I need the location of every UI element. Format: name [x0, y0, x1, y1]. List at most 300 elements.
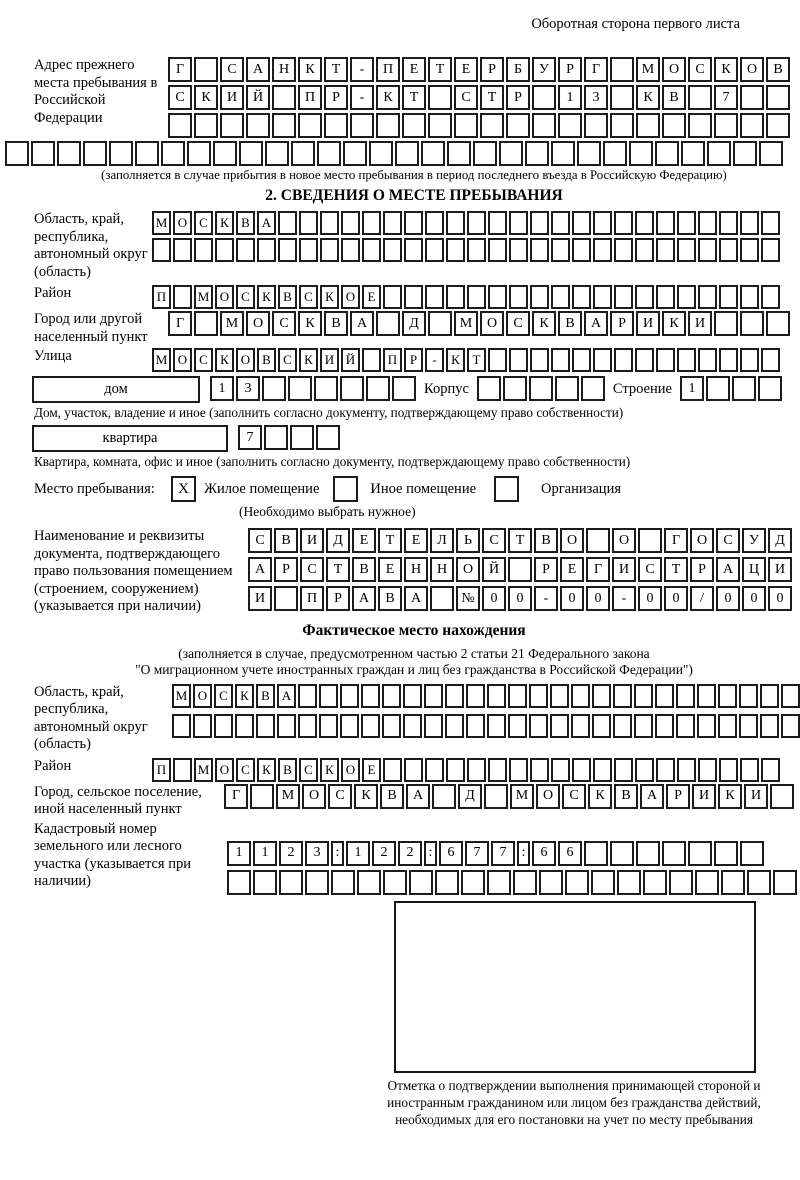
char-cell-filled[interactable]: В — [558, 311, 582, 336]
char-cell-empty[interactable] — [732, 376, 756, 401]
char-cell-filled[interactable]: М — [194, 285, 213, 309]
char-cell-empty[interactable] — [572, 285, 591, 309]
char-cell-filled[interactable]: В — [278, 758, 297, 782]
char-cell-empty[interactable] — [331, 870, 355, 895]
char-cell-empty[interactable] — [593, 211, 612, 235]
char-cell-empty[interactable] — [488, 211, 507, 235]
char-cell-empty[interactable] — [461, 870, 485, 895]
char-cell-empty[interactable] — [324, 113, 348, 138]
char-cell-filled[interactable]: К — [446, 348, 465, 372]
char-cell-filled[interactable]: А — [257, 211, 276, 235]
char-cell-empty[interactable] — [551, 758, 570, 782]
char-cell-empty[interactable] — [291, 141, 315, 166]
char-cell-empty[interactable] — [278, 211, 297, 235]
char-cell-empty[interactable] — [466, 714, 485, 738]
char-cell-empty[interactable] — [424, 714, 443, 738]
char-cell-filled[interactable]: М — [172, 684, 191, 708]
char-cell-empty[interactable] — [635, 285, 654, 309]
char-cell-filled[interactable]: 0 — [508, 586, 532, 611]
char-cell-filled[interactable]: Т — [508, 528, 532, 553]
char-cell-empty[interactable] — [404, 285, 423, 309]
char-cell-filled[interactable]: П — [152, 285, 171, 309]
char-cell-empty[interactable] — [695, 870, 719, 895]
char-cell-empty[interactable] — [740, 113, 764, 138]
char-cell-filled[interactable]: - — [350, 85, 374, 110]
char-cell-filled[interactable]: П — [152, 758, 171, 782]
char-cell-empty[interactable] — [487, 684, 506, 708]
char-cell-empty[interactable] — [593, 285, 612, 309]
char-cell-filled[interactable]: С — [214, 684, 233, 708]
char-cell-filled[interactable]: 7 — [714, 85, 738, 110]
char-cell-filled[interactable]: И — [768, 557, 792, 582]
char-cell-empty[interactable] — [656, 348, 675, 372]
char-cell-filled[interactable]: Т — [378, 528, 402, 553]
char-cell-empty[interactable] — [740, 841, 764, 866]
char-cell-filled[interactable]: В — [278, 285, 297, 309]
char-cell-filled[interactable]: К — [714, 57, 738, 82]
char-cell-empty[interactable] — [760, 684, 779, 708]
char-cell-filled[interactable]: Д — [402, 311, 426, 336]
char-cell-empty[interactable] — [610, 113, 634, 138]
char-cell-empty[interactable] — [509, 238, 528, 262]
char-cell-filled[interactable]: Р — [534, 557, 558, 582]
char-cell-empty[interactable] — [613, 714, 632, 738]
char-cell-empty[interactable] — [274, 586, 298, 611]
char-cell-empty[interactable] — [361, 684, 380, 708]
char-cell-filled[interactable]: О — [536, 784, 560, 809]
char-cell-empty[interactable] — [593, 238, 612, 262]
char-cell-empty[interactable] — [614, 758, 633, 782]
char-cell-empty[interactable] — [698, 348, 717, 372]
char-cell-filled[interactable]: 1 — [680, 376, 704, 401]
char-cell-empty[interactable] — [781, 684, 800, 708]
char-cell-filled[interactable]: С — [168, 85, 192, 110]
char-cell-filled[interactable]: В — [534, 528, 558, 553]
char-cell-filled[interactable]: Т — [428, 57, 452, 82]
char-cell-filled[interactable]: С — [328, 784, 352, 809]
char-cell-empty[interactable] — [530, 285, 549, 309]
char-cell-filled[interactable]: Й — [246, 85, 270, 110]
char-cell-filled[interactable]: И — [220, 85, 244, 110]
char-cell-empty[interactable] — [555, 376, 579, 401]
char-cell-empty[interactable] — [677, 348, 696, 372]
char-cell-empty[interactable] — [571, 684, 590, 708]
char-cell-empty[interactable] — [314, 376, 338, 401]
char-cell-empty[interactable] — [288, 376, 312, 401]
char-cell-filled[interactable]: А — [246, 57, 270, 82]
char-cell-empty[interactable] — [509, 758, 528, 782]
char-cell-empty[interactable] — [194, 238, 213, 262]
char-cell-empty[interactable] — [477, 376, 501, 401]
char-cell-empty[interactable] — [382, 684, 401, 708]
char-cell-empty[interactable] — [316, 425, 340, 450]
char-cell-filled[interactable]: А — [584, 311, 608, 336]
char-cell-empty[interactable] — [614, 211, 633, 235]
char-cell-empty[interactable] — [656, 758, 675, 782]
char-cell-empty[interactable] — [404, 758, 423, 782]
char-cell-filled[interactable]: П — [298, 85, 322, 110]
char-cell-empty[interactable] — [584, 113, 608, 138]
char-cell-empty[interactable] — [425, 211, 444, 235]
char-cell-empty[interactable] — [320, 238, 339, 262]
char-cell-empty[interactable] — [592, 684, 611, 708]
char-cell-filled[interactable]: Г — [224, 784, 248, 809]
char-cell-empty[interactable] — [508, 714, 527, 738]
char-cell-filled[interactable]: К — [215, 211, 234, 235]
char-cell-empty[interactable] — [193, 714, 212, 738]
char-cell-empty[interactable] — [383, 285, 402, 309]
char-cell-empty[interactable] — [697, 714, 716, 738]
char-cell-filled[interactable]: К — [376, 85, 400, 110]
char-cell-filled[interactable]: Р — [506, 85, 530, 110]
char-cell-empty[interactable] — [733, 141, 757, 166]
char-cell-filled[interactable]: Т — [402, 85, 426, 110]
char-cell-empty[interactable] — [428, 85, 452, 110]
char-cell-empty[interactable] — [613, 684, 632, 708]
char-cell-filled[interactable]: К — [235, 684, 254, 708]
char-cell-empty[interactable] — [235, 714, 254, 738]
char-cell-empty[interactable] — [669, 870, 693, 895]
char-cell-filled[interactable]: О — [173, 348, 192, 372]
char-cell-filled[interactable]: К — [662, 311, 686, 336]
char-cell-filled[interactable]: 2 — [398, 841, 422, 866]
char-cell-filled[interactable]: Н — [404, 557, 428, 582]
char-cell-empty[interactable] — [57, 141, 81, 166]
char-cell-empty[interactable] — [467, 285, 486, 309]
checkbox-organizatsiya[interactable] — [494, 476, 519, 502]
char-cell-empty[interactable] — [718, 684, 737, 708]
char-cell-empty[interactable] — [592, 714, 611, 738]
char-cell-empty[interactable] — [257, 238, 276, 262]
char-cell-empty[interactable] — [383, 758, 402, 782]
char-cell-empty[interactable] — [656, 285, 675, 309]
char-cell-filled[interactable]: С — [454, 85, 478, 110]
char-cell-filled[interactable]: Р — [690, 557, 714, 582]
char-cell-filled[interactable]: С — [299, 758, 318, 782]
char-cell-empty[interactable] — [256, 714, 275, 738]
char-cell-filled[interactable]: О — [341, 285, 360, 309]
char-cell-filled[interactable]: Г — [664, 528, 688, 553]
char-cell-filled[interactable]: 0 — [482, 586, 506, 611]
char-cell-empty[interactable] — [341, 238, 360, 262]
char-cell-empty[interactable] — [532, 113, 556, 138]
char-cell-filled[interactable]: 3 — [305, 841, 329, 866]
char-cell-empty[interactable] — [662, 113, 686, 138]
char-cell-filled[interactable]: 0 — [560, 586, 584, 611]
char-cell-empty[interactable] — [634, 714, 653, 738]
char-cell-filled[interactable]: А — [716, 557, 740, 582]
char-cell-filled[interactable]: В — [257, 348, 276, 372]
char-cell-empty[interactable] — [187, 141, 211, 166]
char-cell-empty[interactable] — [279, 870, 303, 895]
char-cell-filled[interactable]: М — [152, 348, 171, 372]
char-cell-empty[interactable] — [539, 870, 563, 895]
char-cell-filled[interactable]: И — [636, 311, 660, 336]
char-cell-empty[interactable] — [706, 376, 730, 401]
char-cell-empty[interactable] — [572, 758, 591, 782]
char-cell-empty[interactable] — [425, 285, 444, 309]
char-cell-empty[interactable] — [530, 348, 549, 372]
char-cell-empty[interactable] — [168, 113, 192, 138]
char-cell-filled[interactable]: А — [352, 586, 376, 611]
char-cell-empty[interactable] — [503, 376, 527, 401]
char-cell-empty[interactable] — [614, 348, 633, 372]
char-cell-filled[interactable]: У — [742, 528, 766, 553]
char-cell-empty[interactable] — [551, 238, 570, 262]
char-cell-filled[interactable]: О — [193, 684, 212, 708]
char-cell-filled[interactable]: 0 — [716, 586, 740, 611]
char-cell-empty[interactable] — [593, 758, 612, 782]
char-cell-filled[interactable]: П — [300, 586, 324, 611]
char-cell-filled[interactable]: К — [298, 311, 322, 336]
char-cell-empty[interactable] — [635, 758, 654, 782]
char-cell-filled[interactable]: Л — [430, 528, 454, 553]
char-cell-filled[interactable]: - — [612, 586, 636, 611]
char-cell-empty[interactable] — [688, 113, 712, 138]
char-cell-empty[interactable] — [719, 211, 738, 235]
char-cell-empty[interactable] — [529, 376, 553, 401]
char-cell-filled[interactable]: О — [215, 758, 234, 782]
char-cell-filled[interactable]: С — [248, 528, 272, 553]
char-cell-filled[interactable]: И — [300, 528, 324, 553]
char-cell-filled[interactable]: С — [194, 348, 213, 372]
char-cell-empty[interactable] — [740, 238, 759, 262]
char-cell-filled[interactable]: Е — [560, 557, 584, 582]
char-cell-empty[interactable] — [747, 870, 771, 895]
char-cell-filled[interactable]: К — [257, 758, 276, 782]
char-cell-empty[interactable] — [610, 841, 634, 866]
char-cell-empty[interactable] — [488, 348, 507, 372]
char-cell-empty[interactable] — [213, 141, 237, 166]
char-cell-filled[interactable]: И — [612, 557, 636, 582]
char-cell-empty[interactable] — [5, 141, 29, 166]
char-cell-filled[interactable]: М — [454, 311, 478, 336]
char-cell-empty[interactable] — [698, 238, 717, 262]
char-cell-filled[interactable]: В — [380, 784, 404, 809]
char-cell-empty[interactable] — [591, 870, 615, 895]
char-cell-empty[interactable] — [655, 141, 679, 166]
char-cell-empty[interactable] — [766, 113, 790, 138]
char-cell-empty[interactable] — [319, 714, 338, 738]
char-cell-filled[interactable]: - — [425, 348, 444, 372]
char-cell-empty[interactable] — [635, 348, 654, 372]
char-cell-filled[interactable]: 6 — [558, 841, 582, 866]
char-cell-filled[interactable]: Б — [506, 57, 530, 82]
char-cell-empty[interactable] — [172, 714, 191, 738]
char-cell-empty[interactable] — [714, 311, 738, 336]
char-cell-empty[interactable] — [488, 758, 507, 782]
checkbox-zhiloe[interactable]: X — [171, 476, 196, 502]
char-cell-filled[interactable]: О — [560, 528, 584, 553]
char-cell-filled[interactable]: С — [220, 57, 244, 82]
char-cell-filled[interactable]: М — [510, 784, 534, 809]
char-cell-filled[interactable]: А — [406, 784, 430, 809]
char-cell-empty[interactable] — [766, 311, 790, 336]
char-cell-filled[interactable]: Н — [430, 557, 454, 582]
char-cell-filled[interactable]: А — [640, 784, 664, 809]
char-cell-filled[interactable]: 3 — [584, 85, 608, 110]
char-cell-filled[interactable]: : — [517, 841, 530, 866]
char-cell-empty[interactable] — [194, 113, 218, 138]
char-cell-filled[interactable]: И — [248, 586, 272, 611]
char-cell-empty[interactable] — [525, 141, 549, 166]
char-cell-empty[interactable] — [298, 714, 317, 738]
char-cell-empty[interactable] — [369, 141, 393, 166]
char-cell-empty[interactable] — [593, 348, 612, 372]
char-cell-empty[interactable] — [362, 211, 381, 235]
char-cell-empty[interactable] — [572, 211, 591, 235]
char-cell-empty[interactable] — [278, 238, 297, 262]
char-cell-empty[interactable] — [467, 238, 486, 262]
char-cell-filled[interactable]: О — [690, 528, 714, 553]
char-cell-empty[interactable] — [719, 238, 738, 262]
char-cell-filled[interactable]: В — [236, 211, 255, 235]
char-cell-empty[interactable] — [603, 141, 627, 166]
char-cell-filled[interactable]: О — [480, 311, 504, 336]
char-cell-empty[interactable] — [421, 141, 445, 166]
char-cell-empty[interactable] — [194, 311, 218, 336]
char-cell-empty[interactable] — [719, 285, 738, 309]
char-cell-empty[interactable] — [253, 870, 277, 895]
char-cell-empty[interactable] — [395, 141, 419, 166]
char-cell-filled[interactable]: В — [614, 784, 638, 809]
char-cell-empty[interactable] — [721, 870, 745, 895]
char-cell-filled[interactable]: С — [562, 784, 586, 809]
char-cell-empty[interactable] — [214, 714, 233, 738]
char-cell-filled[interactable]: Г — [584, 57, 608, 82]
char-cell-filled[interactable]: О — [246, 311, 270, 336]
char-cell-empty[interactable] — [530, 238, 549, 262]
char-cell-filled[interactable]: Д — [326, 528, 350, 553]
char-cell-empty[interactable] — [446, 238, 465, 262]
char-cell-empty[interactable] — [740, 311, 764, 336]
char-cell-empty[interactable] — [473, 141, 497, 166]
char-cell-empty[interactable] — [617, 870, 641, 895]
char-cell-empty[interactable] — [487, 714, 506, 738]
char-cell-empty[interactable] — [508, 557, 532, 582]
char-cell-empty[interactable] — [698, 758, 717, 782]
char-cell-empty[interactable] — [550, 714, 569, 738]
char-cell-empty[interactable] — [506, 113, 530, 138]
char-cell-empty[interactable] — [264, 425, 288, 450]
char-cell-empty[interactable] — [425, 238, 444, 262]
checkbox-inoe[interactable] — [333, 476, 358, 502]
char-cell-empty[interactable] — [432, 784, 456, 809]
char-cell-empty[interactable] — [299, 238, 318, 262]
char-cell-empty[interactable] — [558, 113, 582, 138]
char-cell-filled[interactable]: Н — [272, 57, 296, 82]
char-cell-filled[interactable]: У — [532, 57, 556, 82]
char-cell-filled[interactable]: С — [506, 311, 530, 336]
char-cell-empty[interactable] — [551, 141, 575, 166]
char-cell-filled[interactable]: К — [320, 285, 339, 309]
char-cell-empty[interactable] — [277, 714, 296, 738]
char-cell-filled[interactable]: О — [740, 57, 764, 82]
char-cell-filled[interactable]: Д — [768, 528, 792, 553]
char-cell-empty[interactable] — [740, 85, 764, 110]
char-cell-empty[interactable] — [614, 238, 633, 262]
char-cell-filled[interactable]: № — [456, 586, 480, 611]
char-cell-filled[interactable]: П — [376, 57, 400, 82]
char-cell-empty[interactable] — [350, 113, 374, 138]
char-cell-empty[interactable] — [638, 528, 662, 553]
char-cell-filled[interactable]: 7 — [465, 841, 489, 866]
char-cell-filled[interactable]: С — [272, 311, 296, 336]
char-cell-empty[interactable] — [424, 684, 443, 708]
char-cell-filled[interactable]: И — [744, 784, 768, 809]
char-cell-empty[interactable] — [572, 238, 591, 262]
char-cell-filled[interactable]: В — [378, 586, 402, 611]
char-cell-empty[interactable] — [341, 211, 360, 235]
char-cell-filled[interactable]: А — [277, 684, 296, 708]
char-cell-empty[interactable] — [404, 211, 423, 235]
char-cell-empty[interactable] — [773, 870, 797, 895]
char-cell-empty[interactable] — [714, 113, 738, 138]
char-cell-empty[interactable] — [509, 211, 528, 235]
char-cell-empty[interactable] — [467, 758, 486, 782]
char-cell-empty[interactable] — [357, 870, 381, 895]
char-cell-filled[interactable]: С — [482, 528, 506, 553]
char-cell-empty[interactable] — [532, 85, 556, 110]
char-cell-empty[interactable] — [250, 784, 274, 809]
char-cell-empty[interactable] — [571, 714, 590, 738]
char-cell-empty[interactable] — [194, 57, 218, 82]
char-cell-filled[interactable]: О — [215, 285, 234, 309]
char-cell-empty[interactable] — [513, 870, 537, 895]
char-cell-empty[interactable] — [446, 211, 465, 235]
char-cell-empty[interactable] — [446, 758, 465, 782]
char-cell-filled[interactable]: 6 — [532, 841, 556, 866]
char-cell-filled[interactable]: И — [692, 784, 716, 809]
char-cell-empty[interactable] — [383, 238, 402, 262]
char-cell-filled[interactable]: Е — [352, 528, 376, 553]
char-cell-empty[interactable] — [643, 870, 667, 895]
char-cell-filled[interactable]: К — [194, 85, 218, 110]
char-cell-empty[interactable] — [581, 376, 605, 401]
char-cell-filled[interactable]: 1 — [253, 841, 277, 866]
char-cell-filled[interactable]: : — [331, 841, 344, 866]
char-cell-empty[interactable] — [361, 714, 380, 738]
char-cell-filled[interactable]: 1 — [558, 85, 582, 110]
char-cell-empty[interactable] — [487, 870, 511, 895]
char-cell-filled[interactable]: 3 — [236, 376, 260, 401]
char-cell-filled[interactable]: К — [636, 85, 660, 110]
char-cell-empty[interactable] — [677, 211, 696, 235]
char-cell-empty[interactable] — [109, 141, 133, 166]
char-cell-filled[interactable]: С — [638, 557, 662, 582]
char-cell-filled[interactable]: К — [320, 758, 339, 782]
char-cell-empty[interactable] — [173, 238, 192, 262]
char-cell-empty[interactable] — [428, 113, 452, 138]
char-cell-filled[interactable]: Т — [324, 57, 348, 82]
char-cell-empty[interactable] — [655, 684, 674, 708]
char-cell-empty[interactable] — [508, 684, 527, 708]
char-cell-empty[interactable] — [584, 841, 608, 866]
char-cell-empty[interactable] — [610, 85, 634, 110]
char-cell-empty[interactable] — [698, 285, 717, 309]
char-cell-empty[interactable] — [697, 684, 716, 708]
char-cell-filled[interactable]: 6 — [439, 841, 463, 866]
char-cell-filled[interactable]: 7 — [491, 841, 515, 866]
char-cell-empty[interactable] — [409, 870, 433, 895]
char-cell-filled[interactable]: 2 — [279, 841, 303, 866]
char-cell-empty[interactable] — [740, 211, 759, 235]
char-cell-filled[interactable]: С — [300, 557, 324, 582]
char-cell-empty[interactable] — [366, 376, 390, 401]
char-cell-filled[interactable]: С — [194, 211, 213, 235]
char-cell-empty[interactable] — [83, 141, 107, 166]
char-cell-empty[interactable] — [488, 285, 507, 309]
